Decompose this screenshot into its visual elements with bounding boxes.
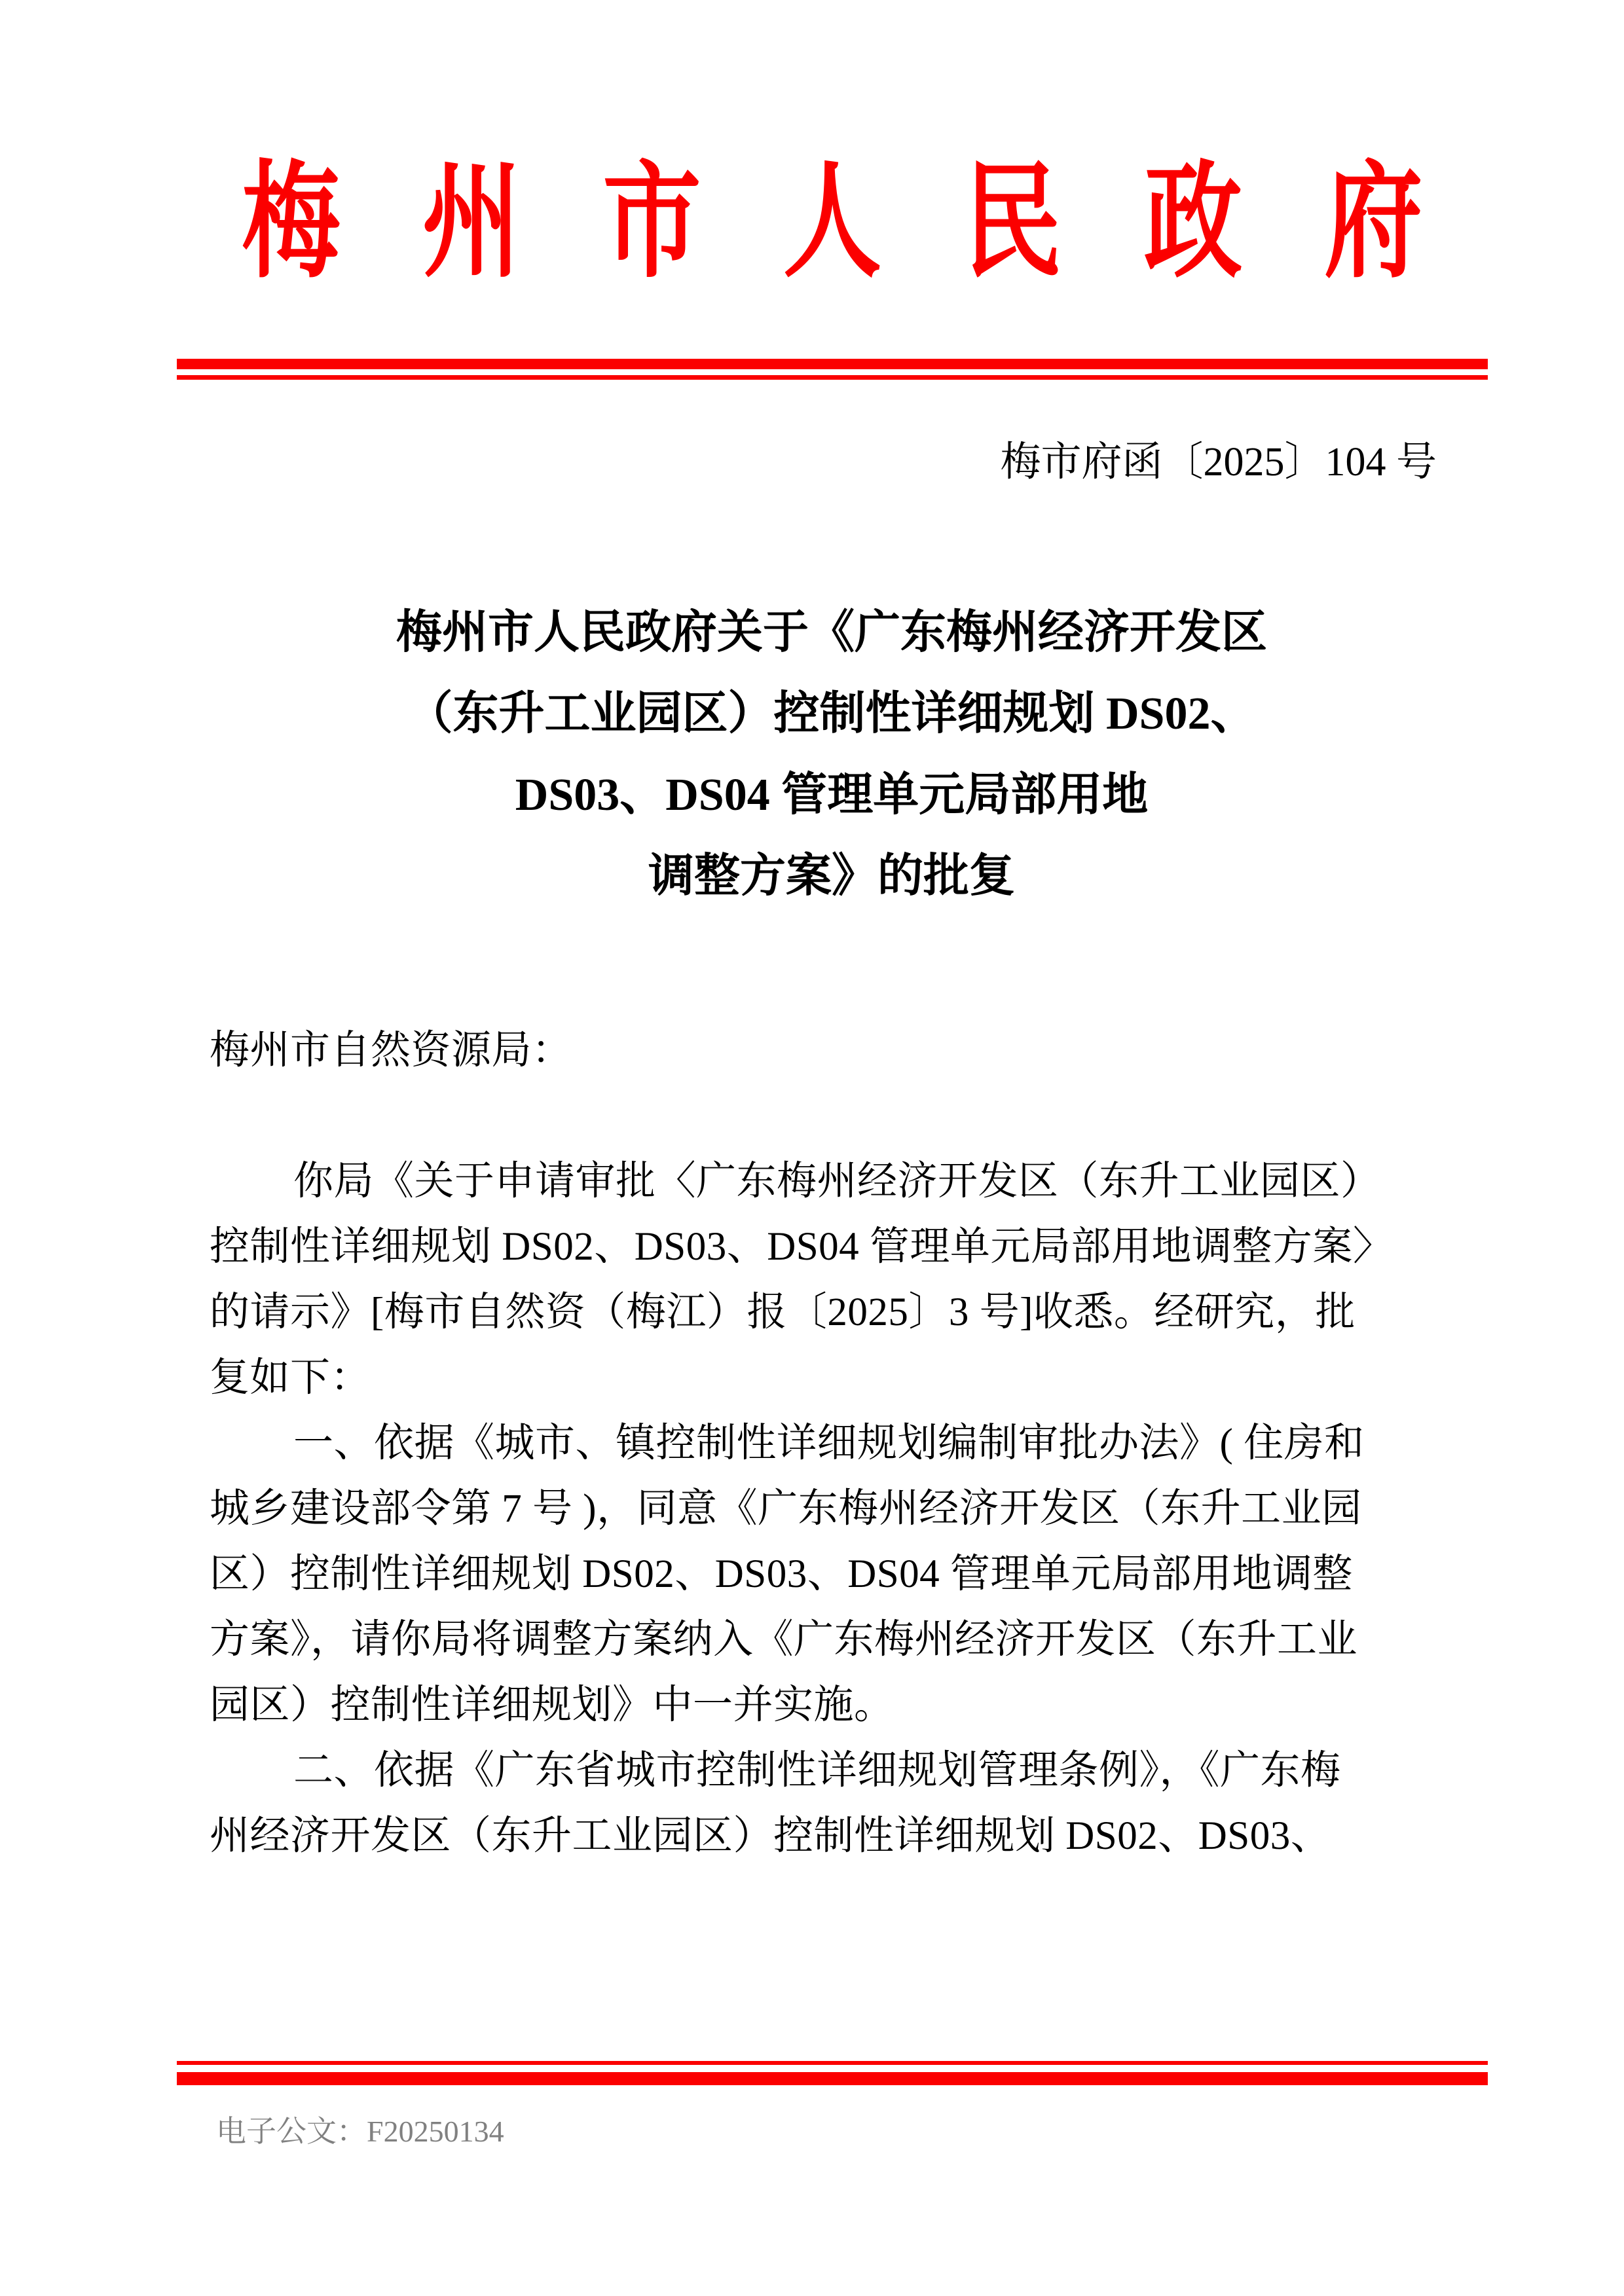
body-line-8: 方案》，请你局将调整方案纳入《广东梅州经济开发区（东升工业 [210, 1618, 1358, 1662]
recipient-line: 梅州市自然资源局： [210, 1029, 572, 1072]
document-body [210, 1018, 1480, 1869]
header-divider-rules [177, 359, 1488, 380]
title-line-1: 梅州市人民政府关于《广东梅州经济开发区 [396, 608, 1267, 658]
footer-rule-gap [177, 2065, 1488, 2072]
body-line-3: 的请示》[梅市自然资（梅江）报〔2025〕3 号]收悉。经研究，批 [210, 1290, 1356, 1334]
body-line-4: 复如下： [210, 1356, 371, 1400]
body-line-6: 城乡建设部令第 7 号 )，同意《广东梅州经济开发区（东升工业园 [210, 1487, 1362, 1531]
body-line-9: 园区）控制性详细规划》中一并实施。 [210, 1683, 895, 1727]
issuing-authority-title: 梅 州 市 人 民 政 府 [242, 153, 1452, 293]
masthead [177, 153, 1488, 293]
body-line-5: 一、依据《城市、镇控制性详细规划编制审批办法》( 住房和 [293, 1421, 1365, 1465]
footer-rule-thick [177, 2072, 1488, 2085]
body-line-7: 区）控制性详细规划 DS02、DS03、DS04 管理单元局部用地调整 [210, 1552, 1353, 1596]
body-line-10: 二、依据《广东省城市控制性详细规划管理条例》，《广东梅 [293, 1749, 1341, 1793]
document-number: 梅市府函〔2025〕104 号 [1000, 440, 1437, 484]
title-line-2: （东升工业园区）控制性详细规划 DS02、 [407, 689, 1257, 739]
header-rule-gap [177, 369, 1488, 375]
title-line-4: 调整方案》的批复 [648, 851, 1015, 902]
title-line-3: DS03、DS04 管理单元局部用地 [515, 770, 1149, 820]
electronic-document-id: 电子公文：F20250134 [216, 2115, 504, 2148]
body-line-11: 州经济开发区（东升工业园区）控制性详细规划 DS02、DS03、 [210, 1814, 1331, 1858]
body-line-2: 控制性详细规划 DS02、DS03、DS04 管理单元局部用地调整方案〉 [210, 1225, 1393, 1269]
page-title [196, 592, 1467, 917]
header-rule-thick [177, 359, 1488, 369]
body-spacer [210, 1084, 1480, 1149]
body-line-1: 你局《关于申请审批〈广东梅州经济开发区（东升工业园区） [293, 1159, 1381, 1203]
header-rule-thin [177, 375, 1488, 380]
footer-divider-rules [177, 2061, 1488, 2085]
